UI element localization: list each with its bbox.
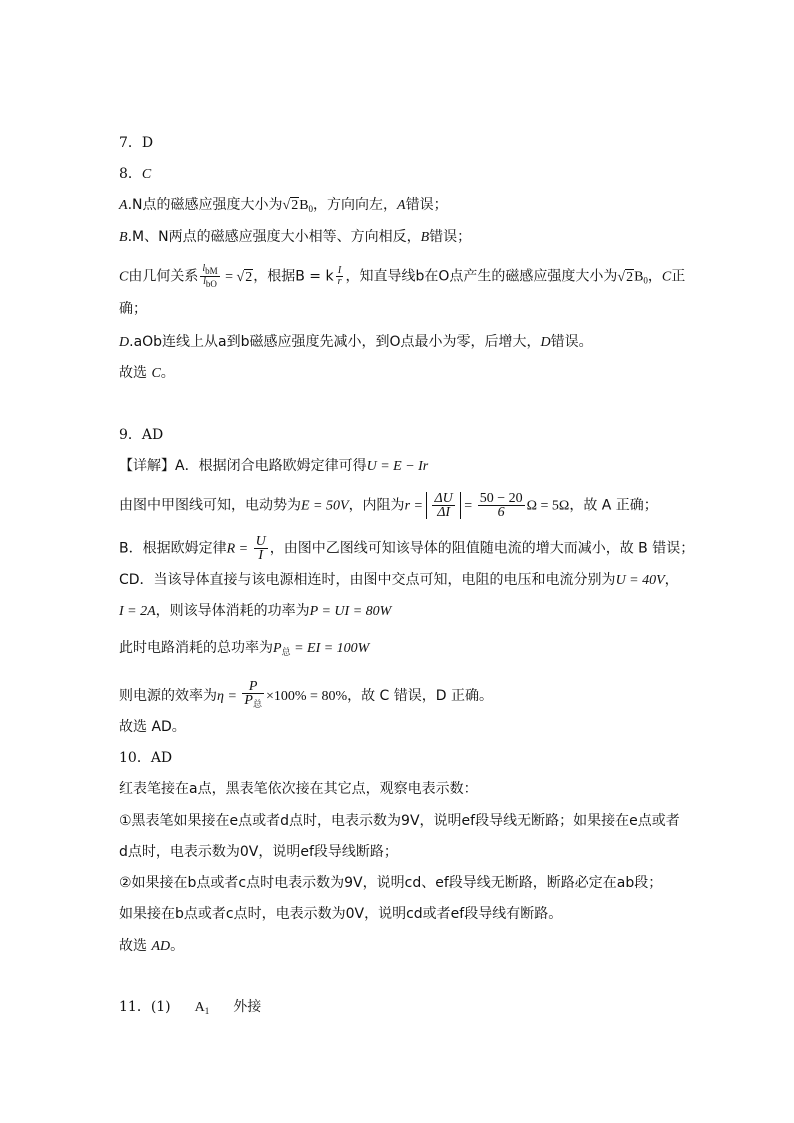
resistance-fraction: $\frac{50 - 20}{6}$	[479, 491, 523, 520]
q9-line-3: B．根据欧姆定律R = $\frac{U}{I}$ ，由图中乙图线可知该导体的阻值随电流的增大而减小，故 B 错误；	[119, 534, 695, 563]
q10-answer: 10．AD	[119, 750, 173, 766]
q11-connection: 外接	[233, 999, 262, 1015]
sqrt-symbol: √2	[236, 269, 253, 285]
sqrt-symbol: √2	[617, 269, 634, 285]
efficiency-fraction: $\frac{P}{P_总}$	[244, 679, 262, 710]
q8-option-a: A.N点的磁感应强度大小为$√2B_0$，方向向左，A错误；	[119, 197, 448, 214]
q8-label-ans: C	[141, 167, 152, 182]
q10-conclusion: 故选 AD。	[119, 938, 185, 954]
q9-line-5: I = 2A，则该导体消耗的功率为P = UI = 80W	[119, 603, 392, 619]
q8-conclusion: 故选 C。	[119, 365, 175, 381]
q9-line-7: 则电源的效率为η = $\frac{P}{P_总}$ ×100% = 80%，故 C 错误，D 正确。	[119, 679, 494, 710]
q9-answer: 9．AD	[119, 427, 164, 443]
q10-line-5: 如果接在b点或者c点时，电表示数为0V，说明cd或者ef段导线有断路。	[119, 906, 563, 922]
q10-line-2: ①黑表笔如果接在e点或者d点时，电表示数为9V，说明ef段导线无断路；如果接在e点或者	[119, 813, 680, 829]
q10-line-3: d点时，电表示数为0V，说明ef段导线断路；	[119, 844, 398, 860]
q11-label: 11．(1)	[119, 999, 171, 1015]
q9-line-6: 此时电路消耗的总功率为$P_总$ = EI = 100W	[119, 640, 370, 658]
q9-line-1: 【详解】A．根据闭合电路欧姆定律可得U = E − Ir	[119, 458, 429, 474]
q10-line-1: 红表笔接在a点，黑表笔依次接在其它点，观察电表示数：	[119, 781, 478, 797]
sqrt-symbol: √2	[282, 198, 299, 213]
q8-option-d: D.aOb连线上从a到b磁感应强度先减小，到O点最小为零，后增大，D错误。	[119, 334, 593, 350]
q10-line-4: ②如果接在b点或者c点时电表示数为9V，说明cd、ef段导线无断路，断路必定在ab段；	[119, 875, 663, 891]
q8-option-c-cont: 确；	[119, 301, 147, 317]
q11-ammeter: A	[194, 1000, 205, 1015]
k-fraction: $\frac{I}{r}$	[337, 265, 342, 287]
q9-line-2: 由图中甲图线可知，电动势为E = 50V，内阻为r = $\frac{\Delta U}{\Delta I}$ = $\frac{50 - 20}{6}$ Ω = 5Ω，故 A 正确；	[119, 491, 658, 520]
q11-answer: 11．(1) $A_1$ 外接	[119, 999, 262, 1016]
q7-answer	[119, 134, 153, 152]
q8-answer	[119, 165, 151, 184]
ohm-fraction: $\frac{U}{I}$	[255, 534, 266, 563]
q8-option-b: B.M、N两点的磁感应强度大小相等、方向相反，B错误；	[119, 229, 472, 245]
geometry-fraction: $\frac{\text{lbM}}{\text{lbO}}$	[202, 263, 218, 289]
q8-label-num: 8．	[119, 166, 142, 182]
q9-line-4: CD．当该导体直接与该电源相连时，由图中交点可知，电阻的电压和电流分别为U = 40V，	[119, 572, 679, 588]
q7-label: 7．D	[119, 135, 154, 151]
q8-option-c: C由几何关系 $\frac{\text{lbM}}{\text{lbO}}$ = √2，根据B = k $\frac{I}{r}$ ，知直导线b在O点产生的磁感应强度大小为$√2B_0$，C正	[119, 263, 686, 289]
q9-conclusion: 故选 AD。	[119, 719, 186, 735]
abs-value: $\frac{\Delta U}{\Delta I}$	[426, 492, 460, 519]
